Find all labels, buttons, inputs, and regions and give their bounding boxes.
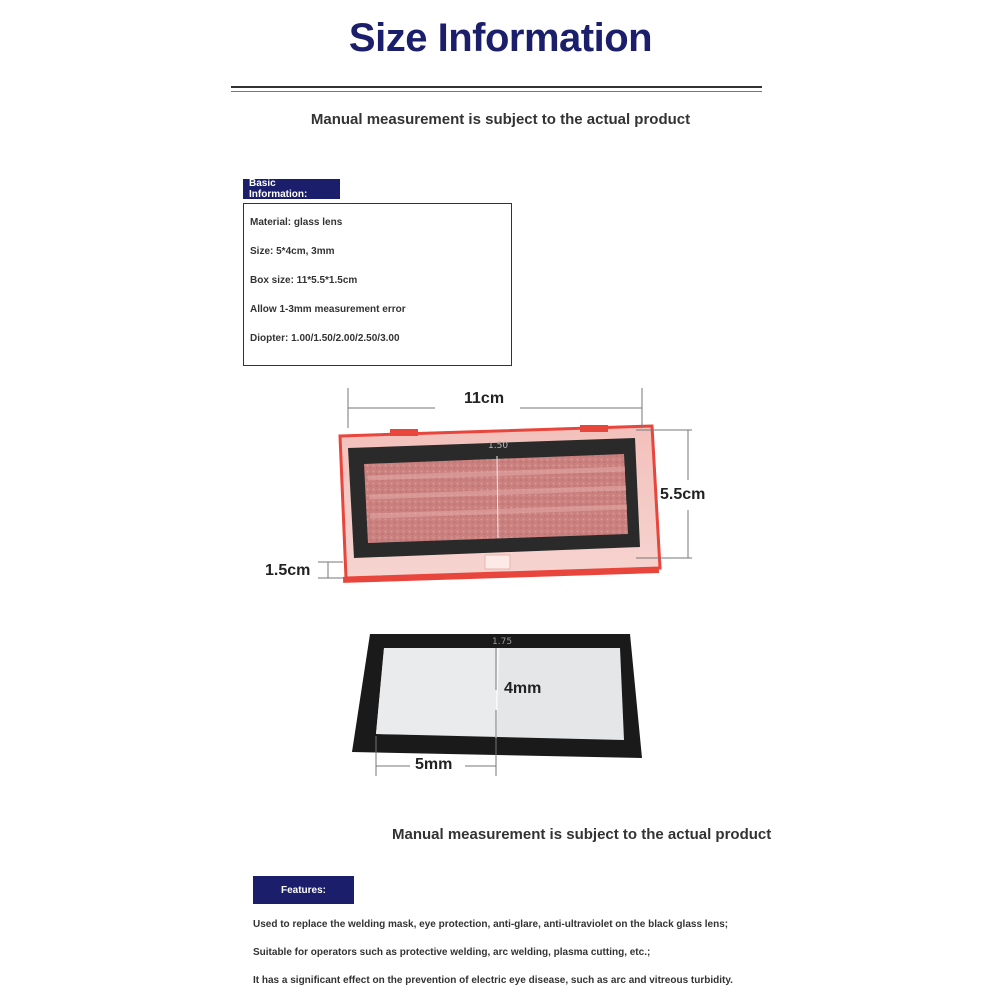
lens-photo bbox=[340, 628, 650, 788]
title-divider-thin bbox=[231, 91, 762, 92]
box-depth-label: 1.5cm bbox=[265, 562, 311, 579]
lens-marking: 1.75 bbox=[492, 637, 513, 647]
info-size: Size: 5*4cm, 3mm bbox=[250, 246, 335, 257]
info-error: Allow 1-3mm measurement error bbox=[250, 304, 406, 315]
page-title: Size Information bbox=[348, 16, 653, 60]
info-material: Material: glass lens bbox=[250, 217, 343, 228]
info-box-size: Box size: 11*5.5*1.5cm bbox=[250, 275, 358, 286]
measurement-note: Manual measurement is subject to the actual product bbox=[310, 111, 691, 128]
box-width-label: 11cm bbox=[464, 390, 505, 407]
title-divider bbox=[231, 86, 762, 88]
lens-width-label: 5mm bbox=[415, 756, 453, 773]
lens-box-photo bbox=[240, 380, 720, 595]
basic-info-label: Basic Information: bbox=[243, 179, 340, 199]
feature-item: Used to replace the welding mask, eye protection, anti-glare, anti-ultraviolet on the black glass lens; bbox=[253, 919, 729, 930]
features-label: Features: bbox=[253, 876, 354, 904]
box-height-label: 5.5cm bbox=[660, 486, 706, 503]
measurement-note-bottom: Manual measurement is subject to the actual product bbox=[392, 826, 772, 843]
box-lens-marking: 1.50 bbox=[488, 441, 509, 451]
feature-item: Suitable for operators such as protective welding, arc welding, plasma cutting, etc.; bbox=[253, 947, 651, 958]
basic-info-box bbox=[243, 203, 512, 366]
info-diopter: Diopter: 1.00/1.50/2.00/2.50/3.00 bbox=[250, 333, 400, 344]
lens-height-label: 4mm bbox=[504, 680, 542, 697]
feature-item: It has a significant effect on the prevention of electric eye disease, such as arc and vitreous turbidity. bbox=[253, 975, 733, 986]
